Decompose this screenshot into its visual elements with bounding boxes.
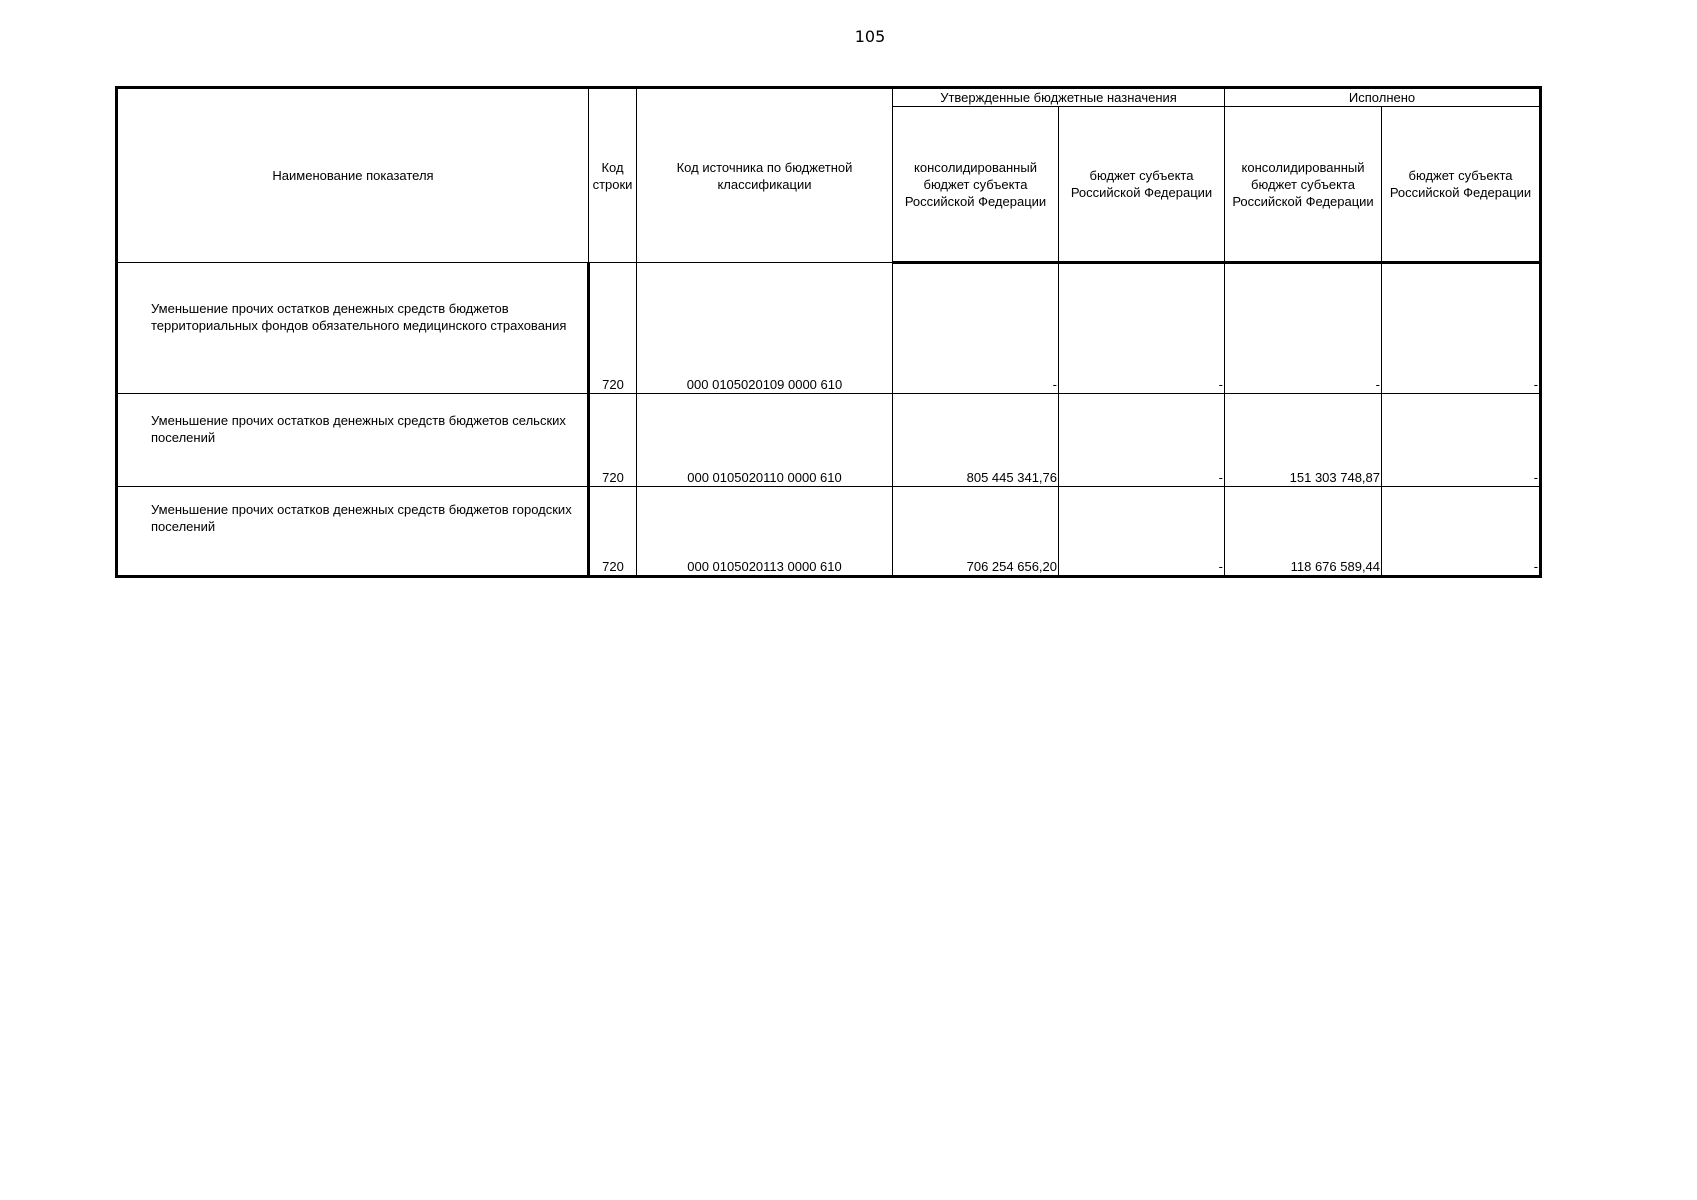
row-executed-subject: - <box>1382 487 1541 577</box>
row-approved-subject: - <box>1059 487 1225 577</box>
header-approved-subject: бюджет субъекта Российской Федерации <box>1059 107 1225 263</box>
row-source-code: 000 0105020110 0000 610 <box>637 394 893 487</box>
header-source-code: Код источника по бюджетной классификации <box>637 88 893 263</box>
row-indicator-name: Уменьшение прочих остатков денежных средств бюджетов городских поселений <box>117 487 589 577</box>
row-indicator-name: Уменьшение прочих остатков денежных средств бюджетов сельских поселений <box>117 394 589 487</box>
row-line-code: 720 <box>589 263 637 394</box>
row-approved-consolidated: 706 254 656,20 <box>893 487 1059 577</box>
header-group-row <box>117 88 1541 107</box>
row-approved-consolidated: - <box>893 263 1059 394</box>
row-executed-consolidated: - <box>1225 263 1382 394</box>
header-line-code: Код строки <box>589 88 637 263</box>
row-approved-consolidated: 805 445 341,76 <box>893 394 1059 487</box>
row-executed-subject: - <box>1382 263 1541 394</box>
header-executed-subject: бюджет субъекта Российской Федерации <box>1382 107 1541 263</box>
page-number: 105 <box>854 27 886 46</box>
header-executed-group: Исполнено <box>1225 88 1541 107</box>
row-source-code: 000 0105020109 0000 610 <box>637 263 893 394</box>
header-executed-consolidated: консолидированный бюджет субъекта Российской Федерации <box>1225 107 1382 263</box>
table-row <box>117 487 1541 577</box>
row-approved-subject: - <box>1059 263 1225 394</box>
row-line-code: 720 <box>589 487 637 577</box>
header-approved-group: Утвержденные бюджетные назначения <box>893 88 1225 107</box>
row-executed-consolidated: 151 303 748,87 <box>1225 394 1382 487</box>
header-indicator-name: Наименование показателя <box>117 88 589 263</box>
row-source-code: 000 0105020113 0000 610 <box>637 487 893 577</box>
row-executed-consolidated: 118 676 589,44 <box>1225 487 1382 577</box>
row-line-code: 720 <box>589 394 637 487</box>
header-approved-consolidated: консолидированный бюджет субъекта Российской Федерации <box>893 107 1059 263</box>
row-indicator-name: Уменьшение прочих остатков денежных средств бюджетов территориальных фондов обязательного медицинского страхования <box>117 263 589 394</box>
table-row <box>117 263 1541 394</box>
table-row <box>117 394 1541 487</box>
row-approved-subject: - <box>1059 394 1225 487</box>
budget-sources-table <box>115 86 1542 578</box>
row-executed-subject: - <box>1382 394 1541 487</box>
